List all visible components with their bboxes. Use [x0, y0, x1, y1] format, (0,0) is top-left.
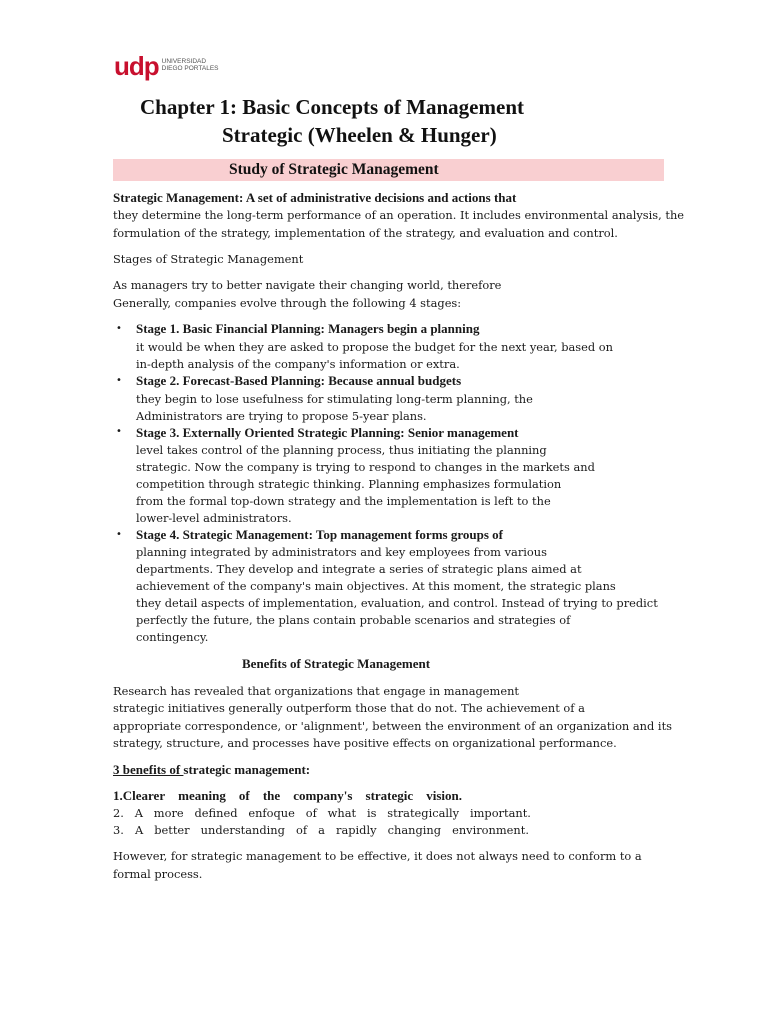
- benefit-1-word: company's: [293, 788, 353, 803]
- research-line4: strategy, structure, and processes have positive effects on organizational performance.: [113, 736, 617, 750]
- benefits-label-underlined: 3 benefits of: [113, 762, 184, 777]
- stage3-bold: Stage 3. Externally Oriented Strategic Planning: Senior management: [136, 425, 519, 440]
- closing-line2: formal process.: [113, 867, 203, 881]
- benefit-2-word: 2.: [113, 806, 124, 820]
- stage4-line5: they detail aspects of implementation, evaluation, and control. Instead of trying to predict: [136, 596, 658, 610]
- stage1-line2: it would be when they are asked to propose the budget for the next year, based on: [136, 340, 613, 354]
- stage1-bold: Stage 1. Basic Financial Planning: Managers begin a planning: [136, 321, 480, 336]
- research-line3: appropriate correspondence, or 'alignment', between the environment of an organization and its: [113, 719, 672, 733]
- logo-text-line2: DIEGO PORTALES: [161, 64, 219, 72]
- benefit-2-word: A: [134, 806, 143, 820]
- benefit-3-word: rapidly: [336, 823, 377, 837]
- university-logo: [114, 53, 219, 79]
- stage4-line3: departments. They develop and integrate a series of strategic plans aimed at: [136, 562, 582, 576]
- page-title-line2: Strategic (Wheelen & Hunger): [222, 123, 497, 147]
- benefit-3-word: a: [318, 823, 325, 837]
- benefit-3-word: A: [134, 823, 144, 837]
- stage3-line4: competition through strategic thinking. Planning emphasizes formulation: [136, 477, 562, 491]
- benefit-1-word: of: [238, 788, 250, 803]
- research-line1: Research has revealed that organizations that engage in management: [113, 684, 519, 698]
- benefit-3-word: environment.: [452, 823, 529, 837]
- benefit-1-word: vision.: [426, 788, 462, 803]
- benefit-item-3: [113, 822, 529, 838]
- benefit-3-word: of: [296, 823, 308, 837]
- stage4-bold: Stage 4. Strategic Management: Top management forms groups of: [136, 527, 503, 542]
- stage3-line5: from the formal top-down strategy and the implementation is left to the: [136, 494, 551, 508]
- benefit-1-word: meaning: [178, 788, 226, 803]
- benefit-2-word: enfoque: [248, 806, 295, 820]
- definition-bold: Strategic Management: A set of administrative decisions and actions that: [113, 190, 517, 205]
- benefits-label-rest: strategic management:: [183, 762, 311, 777]
- benefit-1-word: the: [262, 788, 281, 803]
- stage4-line2: planning integrated by administrators and key employees from various: [136, 545, 547, 559]
- benefits-label: [113, 762, 310, 778]
- benefit-3-word: better: [154, 823, 190, 837]
- benefit-2-word: what: [327, 806, 357, 820]
- page-title-line1: Chapter 1: Basic Concepts of Management: [140, 95, 524, 119]
- stage2-line3: Administrators are trying to propose 5-year plans.: [136, 409, 427, 423]
- intro-line2: Generally, companies evolve through the following 4 stages:: [113, 296, 462, 310]
- stage2-line2: they begin to lose usefulness for stimulating long-term planning, the: [136, 392, 533, 406]
- section-banner: [113, 159, 664, 181]
- stage4-line6: perfectly the future, the plans contain probable scenarios and strategies of: [136, 613, 571, 627]
- benefit-2-word: strategically: [387, 806, 460, 820]
- bullet-stage1: •: [116, 323, 122, 334]
- intro-line1: As managers try to better navigate their changing world, therefore: [113, 278, 502, 292]
- benefit-3-word: changing: [387, 823, 442, 837]
- stage3-line3: strategic. Now the company is trying to respond to changes in the markets and: [136, 460, 595, 474]
- benefit-item-1: [113, 788, 462, 804]
- definition-line3: formulation of the strategy, implementation of the strategy, and evaluation and control.: [113, 226, 618, 240]
- section-banner-text: Study of Strategic Management: [229, 161, 439, 178]
- benefit-3-word: understanding: [200, 823, 285, 837]
- stage3-line2: level takes control of the planning process, thus initiating the planning: [136, 443, 547, 457]
- benefit-item-2: [113, 805, 531, 821]
- stage3-line6: lower-level administrators.: [136, 511, 292, 525]
- bullet-stage3: •: [116, 426, 122, 437]
- bullet-stage2: •: [116, 375, 122, 386]
- benefit-1-word: strategic: [365, 788, 414, 803]
- research-line2: strategic initiatives generally outperform those that do not. The achievement of a: [113, 701, 585, 715]
- definition-line2: they determine the long-term performance of an operation. It includes environmental analysis, the: [113, 208, 685, 222]
- stage4-line7: contingency.: [136, 630, 209, 644]
- stage4-line4: achievement of the company's main objectives. At this moment, the strategic plans: [136, 579, 616, 593]
- logo-text-line1: UNIVERSIDAD: [161, 57, 207, 65]
- closing-line1: However, for strategic management to be effective, it does not always need to conform to a: [113, 849, 642, 863]
- benefit-1-word: 1.Clearer: [113, 788, 166, 803]
- benefit-2-word: defined: [194, 806, 238, 820]
- benefits-heading: Benefits of Strategic Management: [242, 656, 431, 671]
- logo-mark: udp: [114, 51, 159, 81]
- bullet-stage4: •: [116, 529, 122, 540]
- stage2-bold: Stage 2. Forecast-Based Planning: Because annual budgets: [136, 373, 462, 388]
- benefit-2-word: important.: [469, 806, 531, 820]
- benefit-2-word: of: [305, 806, 317, 820]
- benefit-3-word: 3.: [113, 823, 124, 837]
- benefit-2-word: more: [153, 806, 184, 820]
- stage1-line3: in-depth analysis of the company's information or extra.: [136, 357, 460, 371]
- stages-heading: Stages of Strategic Management: [113, 252, 304, 266]
- benefit-2-word: is: [366, 806, 377, 820]
- logo-text: [162, 58, 219, 72]
